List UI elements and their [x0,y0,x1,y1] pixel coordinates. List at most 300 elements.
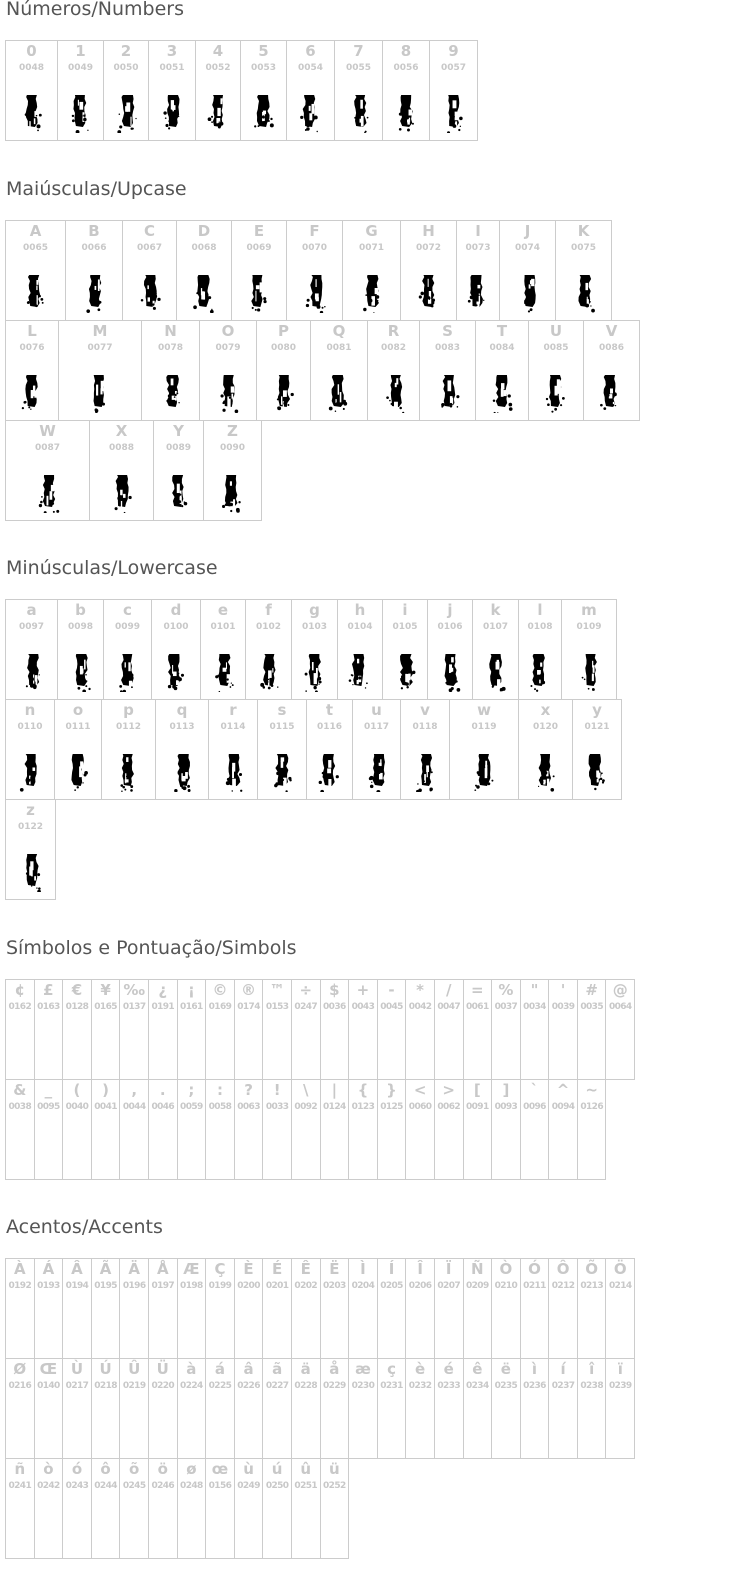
character-code: 0081 [326,343,352,353]
character-cell [62,979,92,1080]
character-label: Ì [360,1260,366,1278]
character-label: " [530,981,539,999]
character-code: 0065 [22,243,49,253]
character-label: W [39,422,56,440]
character-cell [62,1458,92,1559]
character-label: O [221,322,235,340]
character-cell [291,1358,321,1459]
character-cell [377,1079,407,1180]
character-label: ` [530,1081,539,1099]
character-cell [262,1258,292,1359]
character-code: 0231 [380,1381,403,1391]
character-label: û [300,1460,312,1478]
character-label: % [498,981,514,999]
glyph-sample [142,369,199,413]
character-label: 1 [75,42,86,60]
character-label: a [26,601,37,619]
character-label: P [278,322,289,340]
glyph-sample [156,748,208,792]
character-label: _ [44,1081,53,1099]
character-code: 0235 [494,1381,518,1391]
character-cell [520,979,550,1080]
character-cell [320,1079,350,1180]
character-code: 0121 [584,722,610,732]
glyph-sample [556,269,611,313]
character-label: [ [473,1081,481,1099]
character-code: 0226 [237,1381,260,1391]
character-label: î [589,1360,595,1378]
glyph-sample [401,269,456,313]
character-label: Ë [329,1260,340,1278]
character-code: 0074 [514,243,541,253]
character-code: 0125 [380,1102,403,1112]
character-label: È [243,1260,254,1278]
character-label: v [420,701,430,719]
glyph-sample [519,748,572,792]
character-code: 0198 [180,1281,203,1291]
glyph-sample [562,648,616,692]
character-cell [491,1258,521,1359]
character-label: É [272,1260,283,1278]
character-code: 0245 [122,1481,146,1491]
character-code: 0204 [351,1281,375,1291]
character-label: l [537,601,543,619]
character-label: < [413,1081,427,1099]
character-cell [205,1358,235,1459]
character-label: ¢ [14,981,26,999]
glyph-sample [401,748,449,792]
character-cell [463,1079,493,1180]
character-label: U [549,322,563,340]
character-label: ! [273,1081,281,1099]
character-cell [382,599,428,700]
character-label: E [253,222,265,240]
character-code: 0224 [180,1381,203,1391]
character-code: 0083 [434,343,461,353]
character-code: 0109 [576,622,602,632]
character-cell [405,1258,435,1359]
character-code: 0128 [65,1002,89,1012]
character-label: ë [500,1360,511,1378]
character-label: Ù [70,1360,84,1378]
glyph-sample [6,469,89,513]
character-label: € [71,981,83,999]
character-label: Ø [13,1360,27,1378]
character-cell [155,699,209,800]
character-label: 7 [353,42,364,60]
character-cell [320,979,350,1080]
character-label: S [442,322,453,340]
character-code: 0069 [246,243,272,253]
character-cell [400,699,450,800]
character-row [5,599,622,700]
character-label: ? [244,1081,253,1099]
character-cell [472,599,519,700]
character-code: 0137 [122,1002,146,1012]
character-cell [262,1358,292,1459]
character-cell [561,599,617,700]
character-code: 0099 [114,622,141,632]
character-code: 0095 [37,1102,60,1112]
character-cell [605,1358,635,1459]
character-row [5,799,622,900]
character-code: 0163 [37,1002,60,1012]
character-code: 0225 [208,1381,232,1391]
character-label: r [229,701,237,719]
character-label: # [585,981,598,999]
character-label: : [216,1081,223,1099]
character-cell [151,599,201,700]
character-cell [577,1079,607,1180]
glyph-sample [200,369,256,413]
character-code: 0220 [151,1381,175,1391]
character-label: ö [157,1460,168,1478]
character-code: 0090 [219,443,246,453]
character-code: 0117 [363,722,390,732]
character-code: 0070 [301,243,328,253]
character-cell [286,40,335,141]
glyph-sample [6,848,55,892]
character-cell [5,699,55,800]
character-code: 0078 [157,343,184,353]
character-code: 0072 [415,243,442,253]
character-cell [89,420,154,521]
character-label: u [371,701,382,719]
character-label: å [329,1360,340,1378]
character-label: Ï [445,1260,452,1278]
character-code: 0108 [527,622,553,632]
character-label: | [331,1081,338,1099]
character-label: Ç [214,1260,226,1278]
character-cell [148,1358,178,1459]
character-cell [119,1358,149,1459]
character-label: T [496,322,508,340]
character-cell [548,1358,578,1459]
character-cell [434,979,464,1080]
character-cell [5,220,66,321]
character-label: Œ [39,1360,58,1378]
character-cell [103,599,152,700]
character-label: 9 [448,42,459,60]
character-code: 0038 [8,1102,32,1112]
character-label: A [29,222,42,240]
character-code: 0219 [122,1381,146,1391]
character-code: 0246 [151,1481,175,1491]
character-label: K [577,222,590,240]
glyph-sample [258,748,306,792]
character-cell [205,1458,235,1559]
glyph-sample [573,748,621,792]
character-row [5,979,635,1080]
character-cell [456,220,500,321]
character-code: 0199 [208,1281,232,1291]
character-code: 0091 [465,1102,489,1112]
character-label: 2 [120,42,132,60]
character-cell [205,1258,235,1359]
character-grid [5,1258,635,1559]
character-code: 0243 [65,1481,89,1491]
character-label: ÷ [299,981,313,999]
character-label: f [265,601,272,619]
character-cell [577,1258,607,1359]
glyph-sample [149,89,195,133]
character-cell [141,320,200,421]
character-cell [199,320,257,421]
glyph-sample [457,269,499,313]
character-code: 0234 [465,1381,489,1391]
character-code: 0062 [437,1102,461,1112]
character-cell [5,1458,35,1559]
character-label: Î [417,1260,423,1278]
character-code: 0217 [65,1381,89,1391]
character-cell [291,1079,321,1180]
character-cell [205,979,235,1080]
character-code: 0075 [570,243,597,253]
character-code: 0096 [523,1102,546,1112]
character-cell [377,1258,407,1359]
character-cell [148,1458,178,1559]
character-cell [405,1358,435,1459]
character-cell [291,1458,321,1559]
character-label: V [605,322,618,340]
character-cell [91,1458,121,1559]
glyph-sample [104,89,148,133]
character-label: è [415,1360,426,1378]
character-cell [54,699,102,800]
character-code: 0111 [65,722,91,732]
glyph-sample [430,89,477,133]
character-cell [348,979,378,1080]
character-code: 0229 [323,1381,346,1391]
character-code: 0201 [265,1281,289,1291]
character-label: R [387,322,400,340]
glyph-sample [500,269,555,313]
character-code: 0113 [169,722,195,732]
character-code: 0153 [265,1002,289,1012]
character-cell [34,1458,64,1559]
character-cell [91,1358,121,1459]
glyph-sample [6,369,58,413]
character-code: 0237 [551,1381,575,1391]
character-code: 0197 [151,1281,175,1291]
character-cell [434,1079,464,1180]
character-label: Û [128,1360,141,1378]
character-code: 0244 [94,1481,117,1491]
character-cell [348,1079,378,1180]
character-cell [583,320,640,421]
character-code: 0064 [608,1002,632,1012]
glyph-sample [287,89,334,133]
character-cell [177,1358,207,1459]
character-cell [195,40,241,141]
section-title: Maiúsculas/Upcase [6,178,187,200]
character-code: 0106 [437,622,463,632]
character-label: Ñ [471,1260,484,1278]
glyph-sample [420,369,475,413]
glyph-sample [383,648,427,692]
character-label: 5 [258,42,269,60]
character-label: e [217,601,229,619]
character-code: 0227 [265,1381,289,1391]
glyph-sample [335,89,382,133]
character-cell [434,1258,464,1359]
character-cell [62,1358,92,1459]
character-code: 0037 [494,1002,518,1012]
glyph-sample [59,369,141,413]
character-label: } [386,1081,397,1099]
character-label: ä [300,1360,311,1378]
character-code: 0107 [482,622,509,632]
character-code: 0126 [580,1102,603,1112]
character-label: q [176,701,188,719]
character-label: \ [302,1081,309,1099]
character-code: 0052 [205,63,231,73]
character-cell [320,1458,350,1559]
character-cell [463,979,493,1080]
character-code: 0206 [408,1281,432,1291]
section-title: Números/Numbers [6,0,184,20]
character-cell [122,220,177,321]
character-cell [291,979,321,1080]
character-label: ' [560,981,566,999]
character-label: y [592,701,602,719]
character-code: 0249 [237,1481,260,1491]
character-label: Í [388,1260,395,1278]
character-code: 0120 [532,722,559,732]
character-label: d [170,601,182,619]
character-label: ¿ [158,981,168,999]
glyph-sample [257,369,310,413]
character-label: N [164,322,177,340]
character-code: 0122 [17,822,44,832]
character-cell [310,320,368,421]
character-code: 0044 [122,1102,146,1112]
character-code: 0054 [297,63,324,73]
character-code: 0045 [380,1002,403,1012]
character-cell [577,1358,607,1459]
character-cell [382,40,430,141]
character-code: 0041 [94,1102,117,1112]
character-label: ì [531,1360,538,1378]
character-code: 0236 [523,1381,546,1391]
character-cell [429,40,478,141]
character-row [5,1458,635,1559]
glyph-sample [58,89,103,133]
character-cell [5,979,35,1080]
character-cell [176,220,232,321]
character-code: 0094 [551,1102,575,1112]
character-code: 0214 [608,1281,632,1291]
character-code: 0203 [323,1281,346,1291]
character-code: 0035 [580,1002,603,1012]
character-code: 0165 [94,1002,117,1012]
character-cell [119,979,149,1080]
character-code: 0200 [237,1281,260,1291]
glyph-sample [201,648,245,692]
character-label: Ô [556,1260,570,1278]
glyph-sample [307,748,352,792]
character-cell [348,1358,378,1459]
character-label: B [88,222,100,240]
character-cell [449,699,519,800]
character-cell [491,1358,521,1459]
character-code: 0213 [580,1281,603,1291]
character-code: 0232 [408,1381,432,1391]
character-label: ~ [585,1081,598,1099]
character-code: 0252 [323,1481,346,1491]
character-label: F [309,222,320,240]
glyph-sample [55,748,101,792]
character-code: 0071 [358,243,385,253]
character-cell [234,1079,264,1180]
character-label: ] [502,1081,510,1099]
character-cell [320,1258,350,1359]
glyph-sample [6,648,57,692]
character-code: 0046 [151,1102,175,1112]
character-label: n [24,701,36,719]
glyph-sample [473,648,518,692]
character-cell [518,599,562,700]
character-cell [306,699,353,800]
glyph-sample [6,269,65,313]
character-cell [148,1079,178,1180]
character-label: Ö [613,1260,627,1278]
glyph-sample [311,369,367,413]
character-cell [256,320,311,421]
character-label: X [115,422,128,440]
character-cell [234,1358,264,1459]
character-cell [463,1358,493,1459]
character-code: 0218 [94,1381,117,1391]
character-cell [148,979,178,1080]
character-label: b [75,601,86,619]
character-code: 0066 [81,243,107,253]
character-cell [205,1079,235,1180]
character-cell [528,320,584,421]
character-cell [419,320,476,421]
character-label: I [475,222,481,240]
character-cell [119,1258,149,1359]
character-label: ø [186,1460,197,1478]
character-cell [377,979,407,1080]
character-code: 0097 [18,622,45,632]
character-label: ò [43,1460,54,1478]
character-code: 0103 [301,622,328,632]
character-cell [153,420,204,521]
character-label: c [123,601,132,619]
character-row [5,1079,635,1180]
character-cell [177,1079,207,1180]
glyph-sample [241,89,286,133]
character-cell [405,1079,435,1180]
glyph-sample [204,469,261,513]
character-label: * [416,981,425,999]
character-cell [286,220,343,321]
character-cell [400,220,457,321]
character-code: 0238 [580,1381,603,1391]
character-cell [491,979,521,1080]
character-cell [5,599,58,700]
character-label: j [447,601,453,619]
character-label: é [443,1360,454,1378]
character-code: 0043 [351,1002,375,1012]
character-cell [91,1079,121,1180]
glyph-sample [232,269,286,313]
character-cell [348,1258,378,1359]
character-label: m [581,601,597,619]
glyph-sample [104,648,151,692]
character-label: 0 [26,42,37,60]
